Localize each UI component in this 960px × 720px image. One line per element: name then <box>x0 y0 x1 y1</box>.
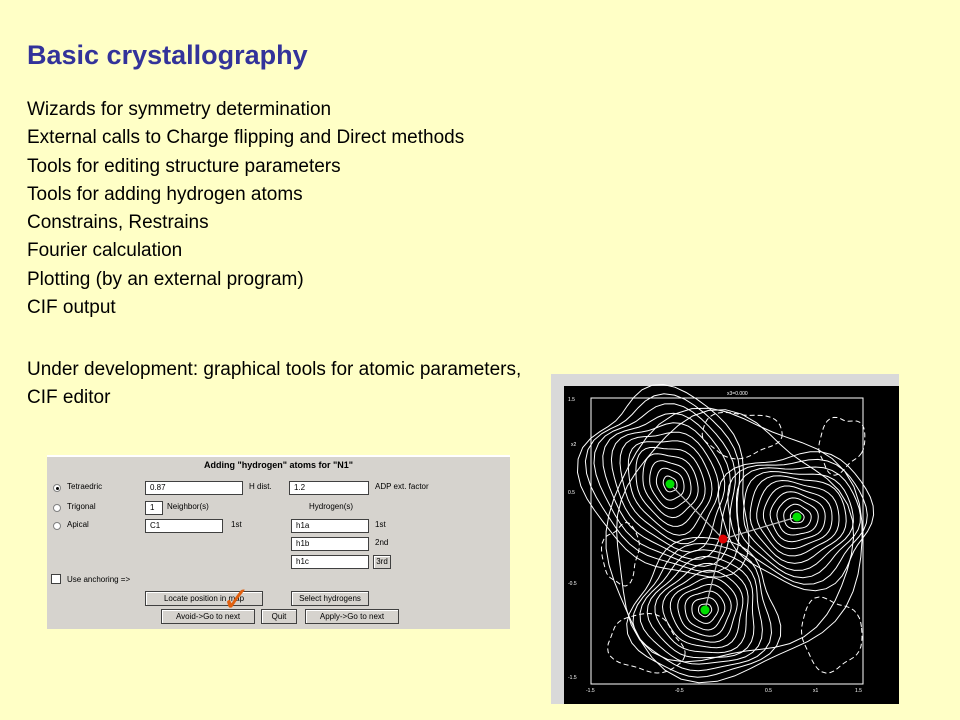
radio-trigonal[interactable] <box>53 504 61 512</box>
y-tick-label: 1.5 <box>568 397 575 403</box>
nitrogen-atom-marker <box>719 535 728 544</box>
fourier-map-plot <box>551 374 899 704</box>
hydrogen-1-ordinal: 1st <box>375 520 386 529</box>
anchoring-label: Use anchoring => <box>67 575 131 584</box>
development-note: Under development: graphical tools for atomic parameters, CIF editor <box>27 359 522 409</box>
hdist-label: H dist. <box>249 482 272 491</box>
apply-go-next-button[interactable]: Apply->Go to next <box>305 609 399 624</box>
dialog-title: Adding "hydrogen" atoms for "N1" <box>203 460 354 470</box>
x-tick-label: -0.5 <box>675 688 684 694</box>
feature-item: Tools for adding hydrogen atoms <box>27 183 303 205</box>
hydrogen-3-field[interactable]: h1c <box>291 555 369 569</box>
checkmark-icon: ✓ <box>222 580 251 620</box>
feature-list <box>27 96 464 322</box>
feature-item: Constrains, Restrains <box>27 212 209 234</box>
y-tick-label: -1.5 <box>568 675 577 681</box>
y-tick-label: -0.5 <box>568 581 577 587</box>
x-tick-label: 0.5 <box>765 688 772 694</box>
feature-item: Plotting (by an external program) <box>27 268 304 290</box>
add-hydrogen-dialog <box>47 455 510 629</box>
y-tick-label: 0.5 <box>568 490 575 496</box>
hydrogens-label: Hydrogen(s) <box>309 502 354 511</box>
hydrogen-2-field[interactable]: h1b <box>291 537 369 551</box>
x-tick-label: -1.5 <box>586 688 595 694</box>
apical-ordinal: 1st <box>231 520 242 529</box>
neighbors-label: Neighbor(s) <box>167 502 209 511</box>
feature-item: External calls to Charge flipping and Direct methods <box>27 127 465 149</box>
hdist-field[interactable]: 0.87 <box>145 481 243 495</box>
feature-item: Fourier calculation <box>27 240 183 262</box>
feature-item: Tools for editing structure parameters <box>27 155 341 177</box>
apical-field[interactable]: C1 <box>145 519 223 533</box>
anchoring-checkbox[interactable] <box>51 574 61 584</box>
quit-button[interactable]: Quit <box>261 609 297 624</box>
feature-item: CIF output <box>27 297 116 319</box>
y-axis-label: x2 <box>571 442 577 448</box>
avoid-go-next-button[interactable]: Avoid->Go to next <box>161 609 255 624</box>
hydrogen-atom-marker <box>793 513 802 522</box>
radio-apical-label: Apical <box>67 520 89 529</box>
radio-tetraedric[interactable] <box>53 484 61 492</box>
x-tick-label: 1.5 <box>855 688 862 694</box>
fourier-map-panel <box>551 374 899 704</box>
radio-trigonal-label: Trigonal <box>67 502 96 511</box>
hydrogen-3-ordinal-button[interactable]: 3rd <box>373 555 391 569</box>
feature-item: Wizards for symmetry determination <box>27 99 332 120</box>
select-hydrogens-button[interactable]: Select hydrogens <box>291 591 369 606</box>
adp-label: ADP ext. factor <box>375 482 429 491</box>
locate-position-button[interactable]: Locate position in map <box>145 591 263 606</box>
radio-tetraedric-label: Tetraedric <box>67 482 103 491</box>
hydrogen-atom-marker <box>666 480 675 489</box>
map-header: x3=0.000 <box>727 391 748 397</box>
adp-field[interactable]: 1.2 <box>289 481 369 495</box>
hydrogen-1-field[interactable]: h1a <box>291 519 369 533</box>
hydrogen-atom-marker <box>701 606 710 615</box>
radio-apical[interactable] <box>53 522 61 530</box>
slide-title: Basic crystallography <box>27 40 308 70</box>
neighbors-field[interactable]: 1 <box>145 501 163 515</box>
x-axis-label: x1 <box>813 688 819 694</box>
hydrogen-2-ordinal: 2nd <box>375 538 389 547</box>
